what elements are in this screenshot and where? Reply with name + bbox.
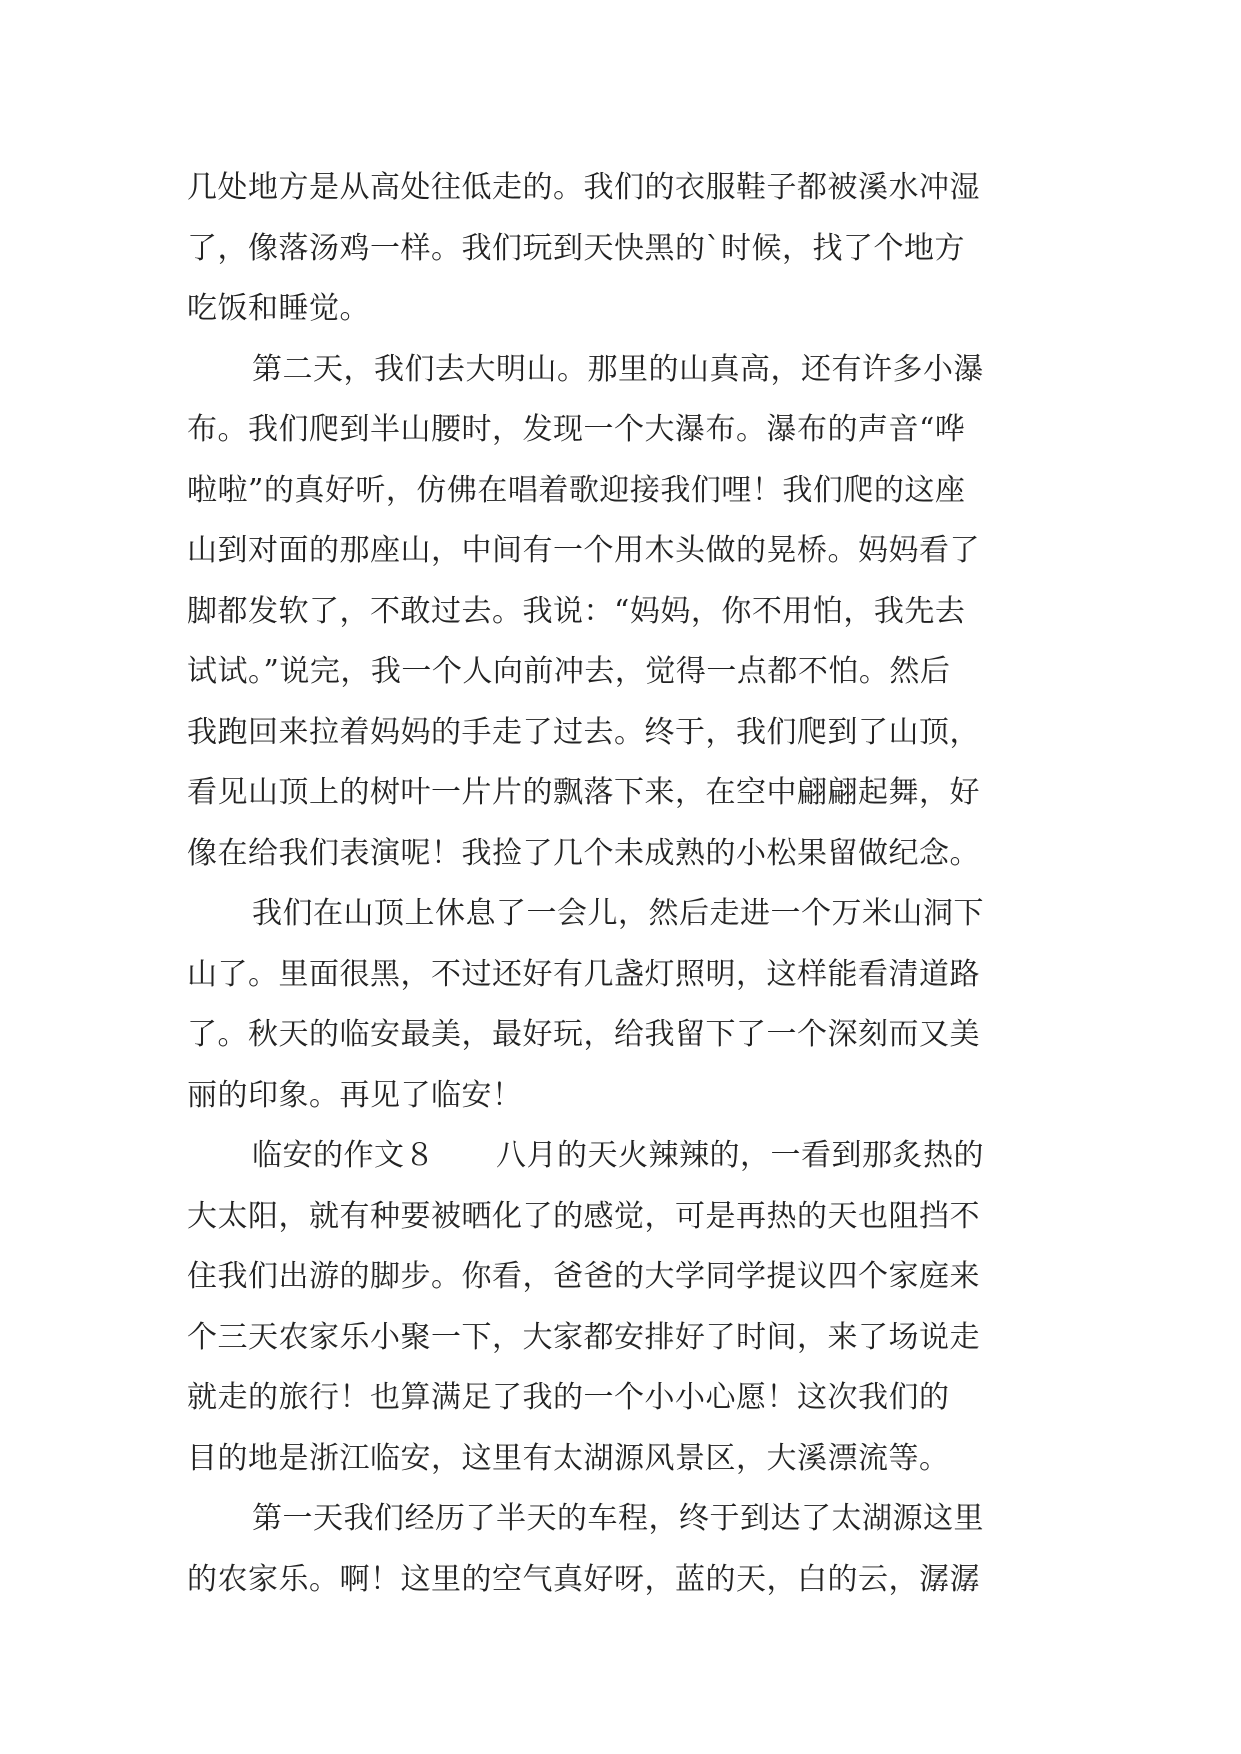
text-line: 几处地方是从高处往低走的。我们的衣服鞋子都被溪水冲湿: [187, 170, 980, 205]
text-line: 啦啦”的真好听，仿佛在唱着歌迎接我们哩！我们爬的这座: [187, 472, 966, 508]
document-body: [187, 158, 1067, 1610]
text-line: 山到对面的那座山，中间有一个用木头做的晃桥。妈妈看了: [187, 533, 980, 568]
text-line: 我跑回来拉着妈妈的手走了过去。终于，我们爬到了山顶，: [187, 714, 980, 750]
text-line: 丽的印象。再见了临安！: [187, 1077, 523, 1113]
text-line: 目的地是浙江临安，这里有太湖源风景区，大溪漂流等。: [187, 1440, 950, 1476]
text-line: 住我们出游的脚步。你看，爸爸的大学同学提议四个家庭来: [187, 1259, 980, 1294]
text-line: 就走的旅行！也算满足了我的一个小小心愿！这次我们的: [187, 1380, 950, 1415]
text-line: 了。秋天的临安最美，最好玩，给我留下了一个深刻而又美: [187, 1017, 980, 1052]
text-line: 我们在山顶上休息了一会儿，然后走进一个万米山洞下: [252, 896, 984, 931]
text-line: 个三天农家乐小聚一下，大家都安排好了时间，来了场说走: [187, 1319, 980, 1355]
text-line: 看见山顶上的树叶一片片的飘落下来，在空中翩翩起舞，好: [187, 775, 980, 810]
text-line: 大太阳，就有种要被晒化了的感觉，可是再热的天也阻挡不: [187, 1198, 980, 1234]
text-line: 像在给我们表演呢！我捡了几个未成熟的小松果留做纪念。: [187, 835, 980, 871]
text-line: 山了。里面很黑，不过还好有几盏灯照明，这样能看清道路: [187, 956, 980, 992]
text-line: 脚都发软了，不敢过去。我说：“妈妈，你不用怕，我先去: [187, 593, 966, 629]
text-line: 的农家乐。啊！这里的空气真好呀，蓝的天，白的云，潺潺: [187, 1561, 980, 1597]
text-line: 第二天，我们去大明山。那里的山真高，还有许多小瀑: [252, 351, 984, 387]
text-line: 布。我们爬到半山腰时，发现一个大瀑布。瀑布的声音“哗: [187, 412, 966, 447]
text-line: 吃饭和睡觉。: [187, 291, 370, 326]
text-line: 了，像落汤鸡一样。我们玩到天快黑的`时候，找了个地方: [187, 230, 965, 266]
text-line: 试试。”说完，我一个人向前冲去，觉得一点都不怕。然后: [187, 654, 951, 689]
text-line: 第一天我们经历了半天的车程，终于到达了太湖源这里: [252, 1501, 984, 1536]
text-line: 临安的作文８ 八月的天火辣辣的，一看到那炙热的: [252, 1138, 984, 1173]
